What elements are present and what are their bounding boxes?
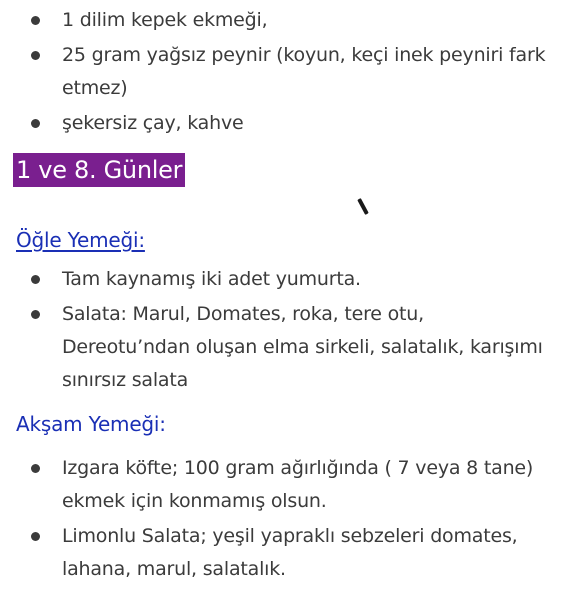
- dinner-list: [0, 452, 577, 588]
- list-item-text: 25 gram yağsız peynir (koyun, keçi inek peyniri fark etmez): [62, 44, 546, 99]
- lunch-heading-link[interactable]: Öğle Yemeği:: [16, 228, 145, 252]
- bullet-icon: [31, 310, 40, 319]
- bullet-icon: [31, 464, 40, 473]
- list-item: [0, 452, 577, 518]
- list-item: [0, 39, 577, 105]
- list-item-text: 1 dilim kepek ekmeği,: [62, 9, 268, 31]
- stray-mark: [357, 198, 369, 215]
- bullet-icon: [31, 275, 40, 284]
- list-item: [0, 107, 577, 140]
- bullet-icon: [31, 532, 40, 541]
- dinner-heading: Akşam Yemeği:: [16, 412, 166, 436]
- list-item: [0, 520, 577, 586]
- list-item-text: Limonlu Salata; yeşil yapraklı sebzeleri domates, lahana, marul, salatalık.: [62, 525, 518, 580]
- day-heading: 1 ve 8. Günler: [13, 153, 185, 187]
- list-item-text: Salata: Marul, Domates, roka, tere otu, Dereotu’ndan oluşan elma sirkeli, salatalık, karışımı sınırsız salata: [62, 303, 543, 391]
- list-item-text: Tam kaynamış iki adet yumurta.: [62, 268, 361, 290]
- breakfast-list: [0, 4, 577, 142]
- list-item: [0, 263, 577, 296]
- list-item: [0, 4, 577, 37]
- bullet-icon: [31, 51, 40, 60]
- list-item: [0, 298, 577, 397]
- lunch-list: [0, 263, 577, 399]
- bullet-icon: [31, 119, 40, 128]
- bullet-icon: [31, 16, 40, 25]
- list-item-text: Izgara köfte; 100 gram ağırlığında ( 7 veya 8 tane) ekmek için konmamış olsun.: [62, 457, 534, 512]
- list-item-text: şekersiz çay, kahve: [62, 112, 244, 134]
